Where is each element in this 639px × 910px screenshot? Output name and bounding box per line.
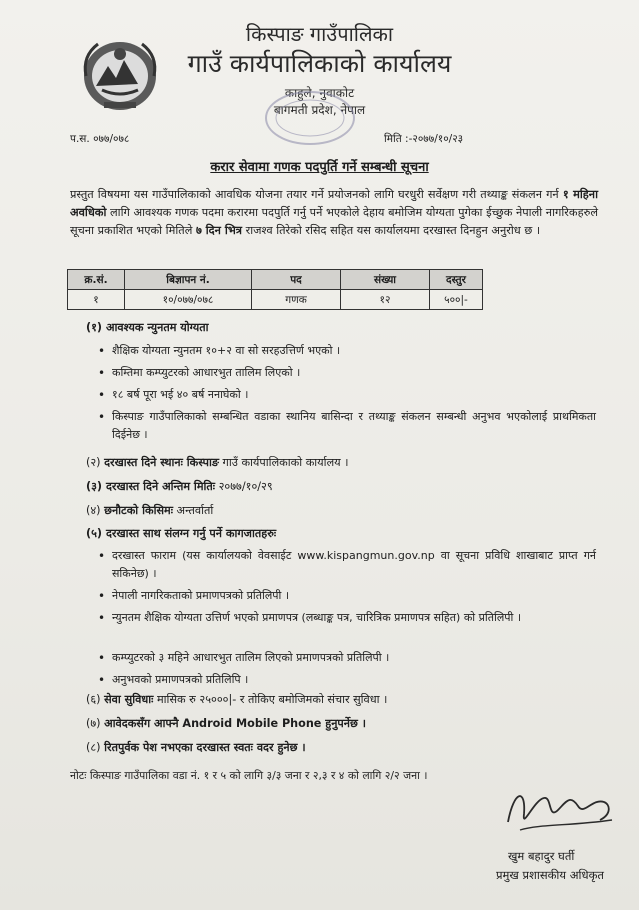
signatory-title: प्रमुख प्रशासकीय अधिकृत xyxy=(496,868,604,882)
list-item: • शैक्षिक योग्यता न्युनतम १०+२ वा सो सरहउत्तिर्ण भएको । xyxy=(112,342,596,360)
section-invalid-applications xyxy=(86,740,306,755)
section-selection-type xyxy=(86,503,213,518)
section-text: गाउँ कार्यपालिकाको कार्यालय । xyxy=(219,456,349,469)
list-item: • दरखास्त फाराम (यस कार्यालयको वेवसाईट www.kispangmun.gov.np वा सूचना प्रविधि शाखाबाट प्राप्त गर्न सकिनेछ) । xyxy=(112,547,596,583)
section-number: (६) xyxy=(86,693,105,706)
intro-text-1: प्रस्तुत विषयमा यस गाउँपालिकाको आवधिक योजना तयार गर्ने प्रयोजनको लागि घरधुरी सर्वेक्षण गरी तथ्याङ्क संकलन गर्न xyxy=(70,188,563,201)
table-header-row xyxy=(68,270,483,290)
vacancy-table xyxy=(67,269,483,310)
list-item: • १८ बर्ष पूरा भई ४० बर्ष ननाघेको । xyxy=(112,386,596,404)
list-item: • अनुभवको प्रमाणपत्रको प्रतिलिपि । xyxy=(112,671,596,689)
list-item: • कम्तिमा कम्प्युटरको आधारभुत तालिम लिएको । xyxy=(112,364,596,382)
signatory-name: खुम बहादुर घर्ती xyxy=(508,849,575,863)
list-item: • कम्प्युटरको ३ महिने आधारभुत तालिम लिएको प्रमाणपत्रको प्रतिलिपी । xyxy=(112,649,596,667)
intro-duration: १ महिना अवधिको xyxy=(70,188,598,219)
section-deadline xyxy=(86,479,273,494)
section-heading: (५) दरखास्त साथ संलग्न गर्नु पर्ने कागजातहरुः xyxy=(86,527,277,540)
section-number: (८) xyxy=(86,741,105,754)
section-text: अन्तर्वार्ता xyxy=(172,504,214,517)
intro-text-2: लागि आवश्यक गणक पदमा करारमा पदपुर्ति गर्नु पर्ने भएकोले देहाय बमोजिम योग्यता पुगेका ईच्छुक नेपाली नागरिकहरुले सूचना प्रकाशित भएको मितिले xyxy=(70,206,598,237)
section-number: (७) xyxy=(86,717,105,730)
intro-deadline: ७ दिन भित्र xyxy=(195,224,242,237)
signature-icon xyxy=(500,780,620,840)
table-header: क्र.सं. xyxy=(68,270,125,290)
notice-title: करार सेवामा गणक पदपुर्ति गर्ने सम्बन्धी सूचना xyxy=(210,160,429,175)
intro-text-3: राजश्व तिरेको रसिद सहित यस कार्यालयमा दरखास्त दिनहुन अनुरोध छ । xyxy=(242,224,541,237)
table-header: पद xyxy=(252,270,341,290)
section-documents xyxy=(86,526,276,541)
list-item: • किस्पाङ गाउँपालिकाको सम्बन्धित वडाका स्थानिय बासिन्दा र तथ्याङ्क संकलन सम्बन्धी अनुभव भएकोलाई प्राथमिकता दिईनेछ । xyxy=(112,408,596,444)
list-item: • नेपाली नागरिकताको प्रमाणपत्रको प्रतिलिपी । xyxy=(112,587,596,605)
table-cell: १ xyxy=(68,290,125,310)
table-header: संख्या xyxy=(341,270,430,290)
table-cell: १२ xyxy=(341,290,430,310)
table-header: दस्तुर xyxy=(430,270,483,290)
table-cell: ५००|- xyxy=(430,290,483,310)
section-benefits xyxy=(86,692,387,707)
section-heading: (३) दरखास्त दिने अन्तिम मितिः xyxy=(86,480,216,493)
header-municipality-name: किस्पाङ गाउँपालिका xyxy=(245,22,394,46)
table-header: बिज्ञापन नं. xyxy=(125,270,252,290)
list-item: • न्युनतम शैक्षिक योग्यता उत्तिर्ण भएको प्रमाणपत्र (लब्धाङ्क पत्र, चारित्रिक प्रमाणपत्र सहित) को प्रतिलिपी । xyxy=(112,609,596,627)
table-row xyxy=(68,290,483,310)
section-heading: (१) आवश्यक न्युनतम योग्यता xyxy=(86,321,209,334)
section-heading: छनौटको किसिमः xyxy=(104,504,173,517)
section-qualification xyxy=(86,320,209,335)
section-heading: रितपुर्वक पेश नभएका दरखास्त स्वतः वदर हुनेछ । xyxy=(104,741,306,754)
table-cell: गणक xyxy=(252,290,341,310)
section-application-place xyxy=(86,455,348,470)
section-heading: सेवा सुविधाः xyxy=(104,693,154,706)
section-mobile-requirement xyxy=(86,716,366,731)
section-heading: दरखास्त दिने स्थानः किस्पाङ xyxy=(104,456,219,469)
section-number: (४) xyxy=(86,504,105,517)
notice-date: मिति :-२०७७/१०/२३ xyxy=(384,133,464,145)
section-number: (२) xyxy=(86,456,105,469)
section-text: मासिक रु २५०००|- र तोकिए बमोजिमको संचार सुविधा । xyxy=(153,693,388,706)
office-stamp-icon xyxy=(262,88,358,148)
footer-note: नोटः किस्पाङ गाउँपालिका वडा नं. १ र ५ को लागि ३/३ जना र २,३ र ४ को लागि २/२ जना । xyxy=(70,769,428,782)
section-heading: आवेदकसँग आफ्नै Android Mobile Phone हुनुपर्नेछ । xyxy=(104,717,366,730)
table-cell: १०/०७७/०७८ xyxy=(125,290,252,310)
header-office-name: गाउँ कार्यपालिकाको कार्यालय xyxy=(187,49,452,78)
intro-paragraph xyxy=(70,186,598,240)
section-text: २०७७/१०/२९ xyxy=(215,480,273,493)
header-province: बागमती प्रदेश, नेपाल xyxy=(273,103,366,117)
header-location: काहुले, नुवाकोट xyxy=(284,86,355,100)
reference-number: प.स. ०७७/०७८ xyxy=(70,133,130,145)
